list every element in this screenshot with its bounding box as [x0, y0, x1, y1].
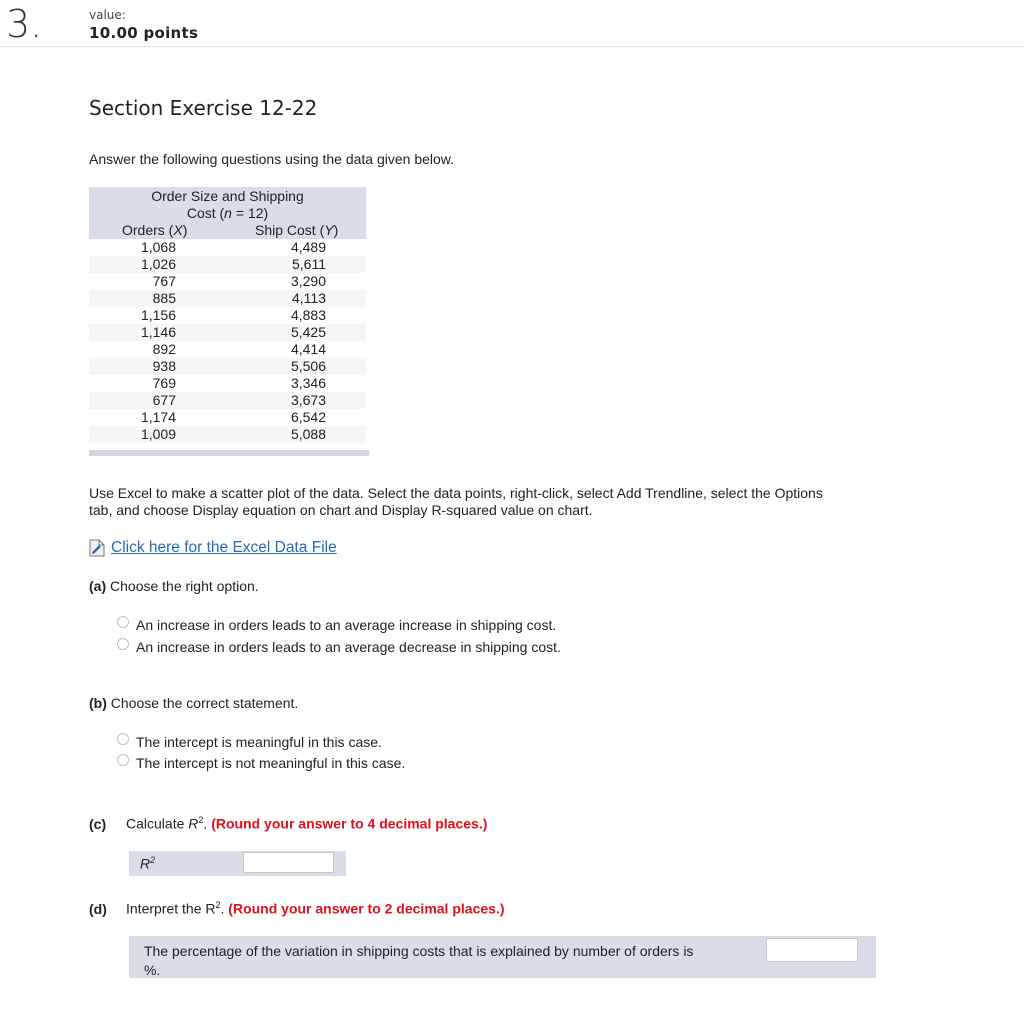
cell-ship-cost: 6,542	[290, 409, 326, 425]
value-label: value:	[89, 8, 126, 22]
cell-ship-cost: 4,414	[290, 341, 326, 357]
cell-ship-cost: 3,346	[290, 375, 326, 391]
cell-orders: 1,156	[140, 307, 176, 323]
r2-input[interactable]	[243, 852, 334, 873]
cell-ship-cost: 4,883	[290, 307, 326, 323]
col-header-ship-cost	[233, 222, 366, 239]
cell-ship-cost: 5,611	[292, 256, 326, 272]
option-label: The intercept is not meaningful in this case.	[136, 755, 406, 771]
part-d-tag: (d)	[89, 900, 107, 917]
table-header-row	[89, 222, 366, 239]
table-row	[89, 290, 366, 307]
title-prefix: Cost (	[186, 205, 225, 221]
cell-orders: 1,009	[140, 426, 176, 442]
interpretation-sentence	[144, 942, 774, 980]
table-row	[89, 239, 366, 256]
table-footer-bar	[89, 450, 369, 456]
exercise-title: Section Exercise 12-22	[89, 96, 318, 120]
cell-orders: 1,026	[140, 256, 176, 272]
n-var: n	[224, 205, 232, 221]
cell-ship-cost: 3,290	[290, 273, 326, 289]
percentage-input[interactable]	[766, 938, 858, 962]
sentence-text: The percentage of the variation in shipping costs that is explained by number of orders is	[144, 943, 694, 959]
intro-text: Answer the following questions using the data given below.	[89, 151, 455, 167]
part-b-tag: (b)	[89, 695, 107, 711]
cell-orders: 938	[152, 358, 176, 374]
part-d-text: Interpret the R	[126, 900, 216, 917]
table-row	[89, 358, 366, 375]
excel-link-label[interactable]: Click here for the Excel Data File	[111, 539, 337, 556]
r-var: R	[140, 855, 151, 872]
table-row	[89, 392, 366, 409]
header-divider	[0, 46, 1024, 47]
r2-label	[140, 855, 155, 872]
radio-button[interactable]	[117, 733, 129, 745]
radio-button[interactable]	[117, 616, 129, 628]
table-row	[89, 256, 366, 273]
r-var: R	[188, 815, 199, 832]
cell-orders: 892	[152, 341, 176, 357]
radio-button[interactable]	[117, 754, 129, 766]
cell-ship-cost: 5,425	[290, 324, 326, 340]
part-a-tag: (a)	[89, 578, 107, 594]
table-title-line2	[89, 205, 366, 222]
option-label: The intercept is meaningful in this case.	[136, 734, 382, 750]
col-y-var: Y	[324, 222, 334, 238]
col-y-prefix: Ship Cost (	[255, 222, 325, 238]
table-row	[89, 409, 366, 426]
value-points: 10.00 points	[89, 24, 199, 42]
cell-orders: 677	[152, 392, 176, 408]
table-row	[89, 324, 366, 341]
paren: )	[182, 222, 188, 238]
rounding-note: (Round your answer to 2 decimal places.)	[228, 900, 505, 917]
data-table	[89, 187, 366, 443]
cell-orders: 769	[152, 375, 176, 391]
superscript: 2	[215, 900, 221, 910]
cell-ship-cost: 5,506	[290, 358, 326, 374]
cell-orders: 1,068	[140, 239, 176, 255]
radio-button[interactable]	[117, 638, 129, 650]
part-a-prompt	[89, 578, 259, 594]
part-c-prompt	[89, 815, 487, 832]
part-b-prompt	[89, 695, 298, 711]
part-a-text: Choose the right option.	[110, 578, 259, 594]
paren: )	[333, 222, 339, 238]
table-row	[89, 273, 366, 290]
cell-orders: 885	[152, 290, 176, 306]
table-title	[89, 187, 366, 222]
table-body	[89, 239, 366, 443]
excel-data-link[interactable]	[89, 539, 337, 557]
rounding-note: (Round your answer to 4 decimal places.)	[211, 815, 488, 832]
table-row	[89, 341, 366, 358]
table-row	[89, 307, 366, 324]
table-row	[89, 375, 366, 392]
part-b-text: Choose the correct statement.	[110, 695, 299, 711]
r2-answer-row	[129, 851, 346, 876]
part-b-option-2[interactable]	[117, 755, 405, 771]
interpretation-answer-row	[129, 936, 876, 978]
cell-orders: 1,146	[140, 324, 176, 340]
cell-orders: 767	[152, 273, 176, 289]
cell-orders: 1,174	[140, 409, 176, 425]
table-title-line1: Order Size and Shipping	[151, 188, 304, 204]
superscript: 2	[150, 855, 156, 865]
col-header-orders	[89, 222, 233, 239]
question-number: 3.	[6, 2, 43, 46]
cell-ship-cost: 5,088	[290, 426, 326, 442]
option-label: An increase in orders leads to an average increase in shipping cost.	[136, 617, 557, 633]
part-a-option-2[interactable]	[117, 639, 561, 655]
col-x-var: X	[173, 222, 183, 238]
cell-ship-cost: 4,489	[290, 239, 326, 255]
superscript: 2	[198, 815, 204, 825]
instructions-text: Use Excel to make a scatter plot of the data. Select the data points, right-click, select Add Trendline, select the Options tab, and choose Display equation on chart and Display R-squared value on chart.	[89, 485, 823, 518]
part-a-option-1[interactable]	[117, 617, 556, 633]
cell-ship-cost: 4,113	[292, 290, 326, 306]
title-suffix: = 12)	[231, 205, 269, 221]
part-b-option-1[interactable]	[117, 734, 382, 750]
percent-unit: %.	[144, 962, 161, 978]
excel-file-icon	[89, 539, 105, 557]
period: .	[203, 815, 212, 832]
part-d-prompt	[89, 900, 504, 917]
table-row	[89, 426, 366, 443]
cell-ship-cost: 3,673	[290, 392, 326, 408]
col-x-prefix: Orders (	[122, 222, 174, 238]
option-label: An increase in orders leads to an average decrease in shipping cost.	[136, 639, 561, 655]
part-c-text: Calculate	[126, 815, 189, 832]
part-c-tag: (c)	[89, 815, 107, 832]
period: .	[220, 900, 229, 917]
